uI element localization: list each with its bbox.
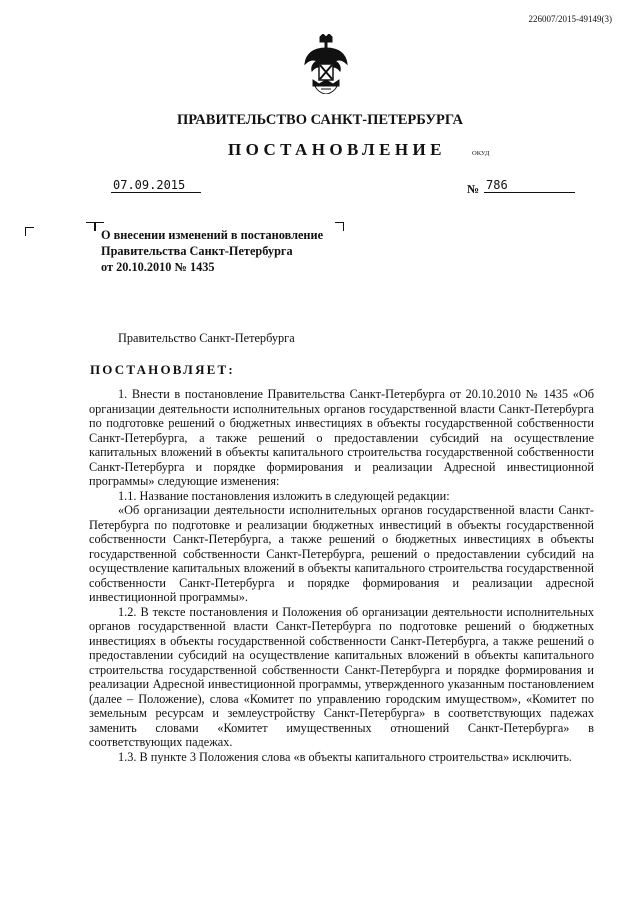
document-number: 786 [484,178,575,193]
resolves-heading: ПОСТАНОВЛЯЕТ: [90,362,235,377]
paragraph-1-1-text: «Об организации деятельности исполнительных органов государственной власти Санкт-Петербурга по подготовке и реализации бюджетных инвестиций в объекты государственной собственности Санкт-Петербурга, а также решений о бюджетных инвестициях в объекты государственной собственности Санкт-Петербурга, решений о предоставлении субсидий на осуществление капитальных вложений в объекты капитального строительства государственной собственности Санкт-Петербурга и порядке формирования и реализации адресной инвестиционной программы». [89,503,594,604]
document-date: 07.09.2015 [111,178,201,193]
preamble-government: Правительство Санкт-Петербурга [118,331,295,345]
document-body [89,387,594,764]
subject-line: О внесении изменений в постановление [101,228,324,242]
number-label: № [467,182,480,196]
paragraph-1-2: 1.2. В тексте постановления и Положения об организации деятельности исполнительных органов государственной власти Санкт-Петербурга по подготовке решений о бюджетных инвестициях в объекты государственной собственности Санкт-Петербурга, а также решений о предоставлении субсидий на осуществление капитальных вложений в объекты капитального строительства государственной собственности Санкт-Петербурга и порядке формирования и реализации Адресной инвестиционной программы, утвержденного указанным постановлением (далее – Положение), слова «Комитет по управлению городским имуществом», «Комитет по земельным ресурсам и землеустройству Санкт-Петербурга» в соответствующих падежах заменить словами «Комитет имущественных отношений Санкт-Петербурга» в соответствующих падежах. [89,604,594,749]
document-subject [101,227,351,275]
corner-mark [86,222,95,231]
okud-label: ОКУД [472,150,490,157]
subject-line: Правительства Санкт-Петербурга [101,244,293,258]
document-type-heading: ПОСТАНОВЛЕНИЕ [228,140,446,159]
government-title: ПРАВИТЕЛЬСТВО САНКТ-ПЕТЕРБУРГА [177,112,463,128]
paragraph-1: 1. Внести в постановление Правительства Санкт-Петербурга от 20.10.2010 № 1435 «Об организации деятельности исполнительных органов государственной власти Санкт-Петербурга по подготовке решений о бюджетных инвестициях в объекты государственной собственности Санкт-Петербурга, а также решений о предоставлении субсидий на осуществление капитальных вложений в объекты капитального строительства государственной собственности Санкт-Петербурга и порядке формирования и реализации Адресной инвестиционной программы» следующие изменения: [89,387,594,488]
paragraph-1-3: 1.3. В пункте 3 Положения слова «в объекты капитального строительства» исключить. [118,749,573,764]
paragraph-1-1: 1.1. Название постановления изложить в следующей редакции: [118,488,450,503]
document-registration-number: 226007/2015-49149(3) [528,14,612,24]
corner-mark [25,227,34,236]
subject-line: от 20.10.2010 № 1435 [101,260,215,274]
coat-of-arms-icon [303,34,349,94]
